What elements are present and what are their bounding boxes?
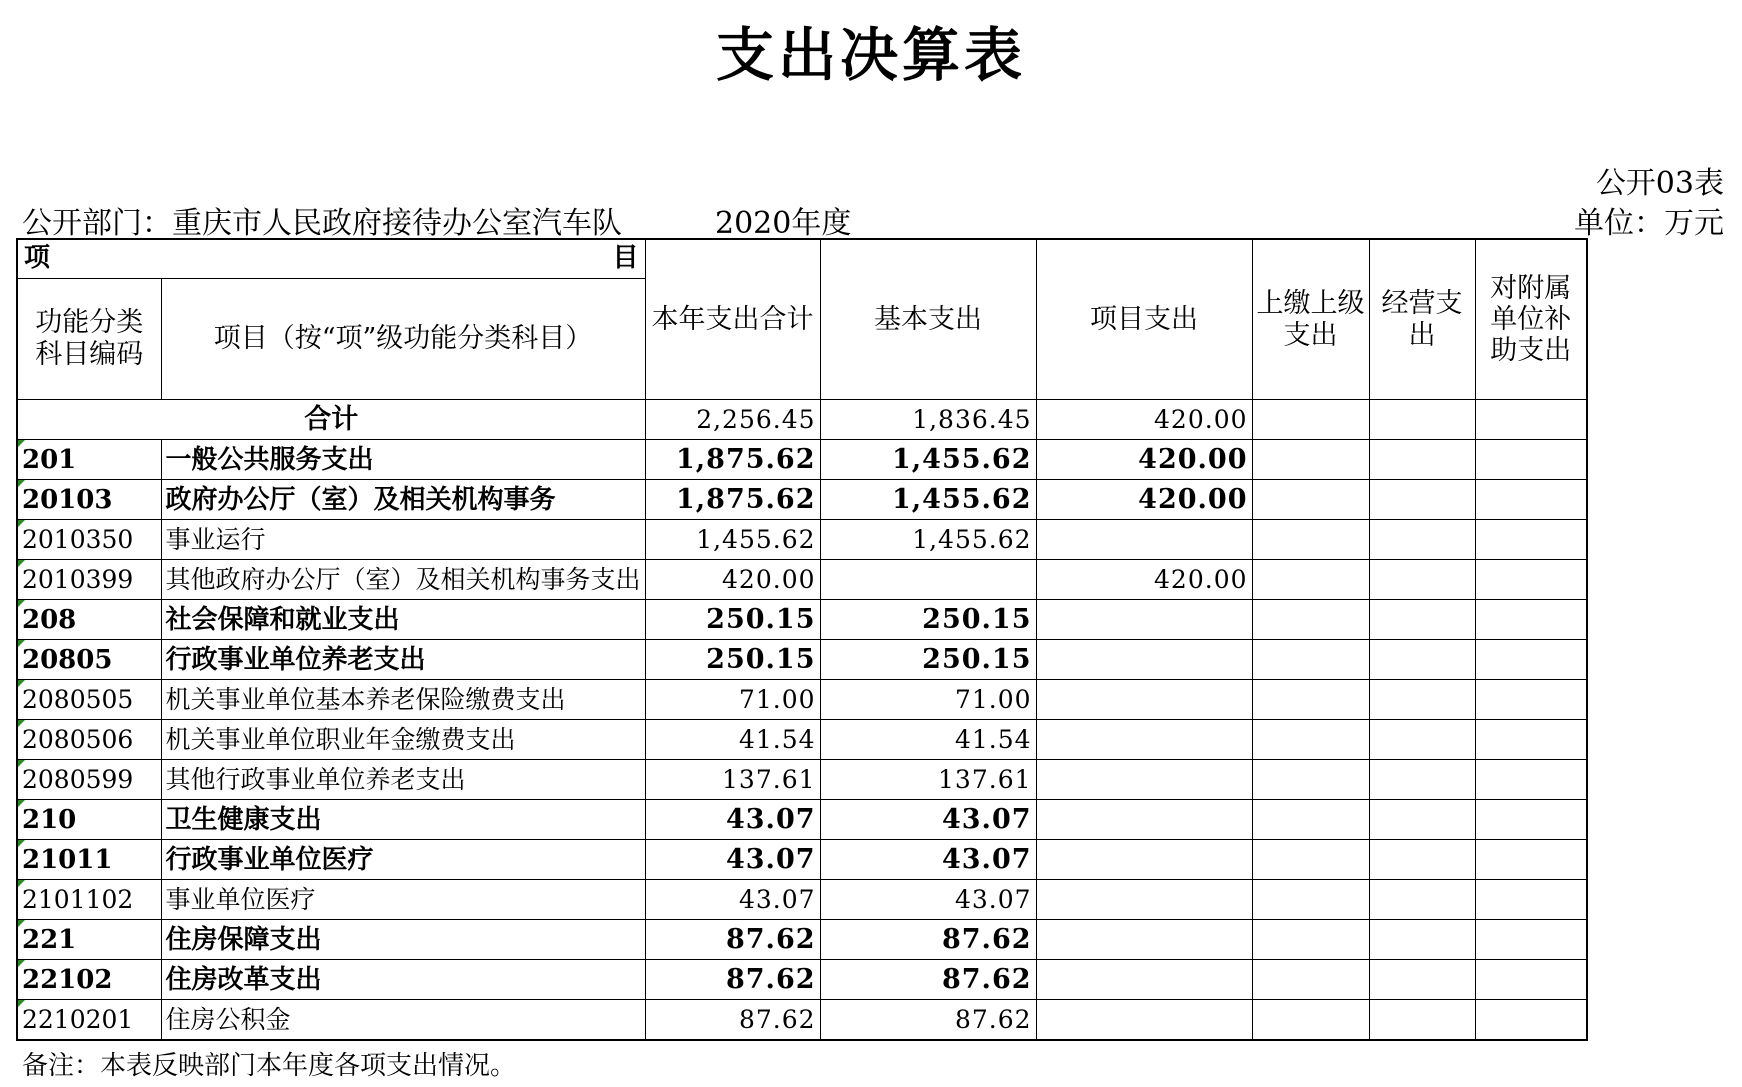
footnote: 备注：本表反映部门本年度各项支出情况。 [22, 1051, 517, 1081]
row-name: 其他行政事业单位养老支出 [161, 760, 645, 800]
row-total: 71.00 [645, 680, 820, 720]
row-basic: 43.07 [820, 800, 1036, 840]
row-project: 420.00 [1036, 560, 1252, 600]
row-project: 420.00 [1036, 440, 1252, 480]
row-business [1369, 800, 1475, 840]
row-business [1369, 560, 1475, 600]
header-basic: 基本支出 [820, 239, 1036, 400]
total-sum: 2,256.45 [645, 400, 820, 440]
row-upper [1252, 560, 1369, 600]
row-subsidy [1475, 720, 1587, 760]
table-row [17, 840, 1587, 880]
row-code: 2101102 [17, 880, 161, 920]
row-upper [1252, 800, 1369, 840]
table-row [17, 880, 1587, 920]
total-project: 420.00 [1036, 400, 1252, 440]
row-project [1036, 520, 1252, 560]
table-row [17, 920, 1587, 960]
row-basic: 87.62 [820, 1000, 1036, 1040]
row-business [1369, 720, 1475, 760]
header-total: 本年支出合计 [645, 239, 820, 400]
row-name: 机关事业单位职业年金缴费支出 [161, 720, 645, 760]
row-project [1036, 600, 1252, 640]
row-total: 250.15 [645, 640, 820, 680]
row-subsidy [1475, 520, 1587, 560]
row-upper [1252, 880, 1369, 920]
header-item [17, 239, 645, 279]
row-upper [1252, 480, 1369, 520]
row-subsidy [1475, 480, 1587, 520]
row-code: 2010399 [17, 560, 161, 600]
row-total: 87.62 [645, 1000, 820, 1040]
header-code: 功能分类科目编码 [17, 279, 161, 400]
table-row [17, 960, 1587, 1000]
row-upper [1252, 840, 1369, 880]
row-basic: 250.15 [820, 640, 1036, 680]
table-row [17, 1000, 1587, 1040]
row-upper [1252, 640, 1369, 680]
row-upper [1252, 920, 1369, 960]
row-code: 20805 [17, 640, 161, 680]
total-label: 合计 [17, 400, 645, 440]
row-business [1369, 600, 1475, 640]
row-basic: 87.62 [820, 960, 1036, 1000]
table-row [17, 440, 1587, 480]
row-total: 43.07 [645, 840, 820, 880]
row-code: 2010350 [17, 520, 161, 560]
row-basic [820, 560, 1036, 600]
total-business [1369, 400, 1475, 440]
row-total: 41.54 [645, 720, 820, 760]
row-project [1036, 680, 1252, 720]
row-project [1036, 920, 1252, 960]
row-basic: 1,455.62 [820, 440, 1036, 480]
row-total: 250.15 [645, 600, 820, 640]
row-basic: 71.00 [820, 680, 1036, 720]
row-code: 22102 [17, 960, 161, 1000]
total-row [17, 400, 1587, 440]
row-code: 21011 [17, 840, 161, 880]
row-business [1369, 480, 1475, 520]
expenditure-table [16, 238, 1588, 1041]
row-basic: 1,455.62 [820, 480, 1036, 520]
row-name: 行政事业单位养老支出 [161, 640, 645, 680]
row-total: 1,455.62 [645, 520, 820, 560]
row-total: 1,875.62 [645, 440, 820, 480]
row-name: 政府办公厅（室）及相关机构事务 [161, 480, 645, 520]
row-code: 2080599 [17, 760, 161, 800]
row-code: 208 [17, 600, 161, 640]
row-subsidy [1475, 920, 1587, 960]
table-row [17, 760, 1587, 800]
row-project: 420.00 [1036, 480, 1252, 520]
row-project [1036, 760, 1252, 800]
header-item-right: 目 [612, 243, 639, 273]
row-business [1369, 920, 1475, 960]
table-row [17, 680, 1587, 720]
row-name: 机关事业单位基本养老保险缴费支出 [161, 680, 645, 720]
row-name: 一般公共服务支出 [161, 440, 645, 480]
row-name: 住房公积金 [161, 1000, 645, 1040]
row-name: 住房保障支出 [161, 920, 645, 960]
row-business [1369, 680, 1475, 720]
row-subsidy [1475, 640, 1587, 680]
row-project [1036, 960, 1252, 1000]
table-row [17, 560, 1587, 600]
table-row [17, 640, 1587, 680]
row-code: 210 [17, 800, 161, 840]
page-title: 支出决算表 [715, 21, 1026, 89]
unit-label: 单位：万元 [1574, 206, 1724, 241]
row-business [1369, 1000, 1475, 1040]
department-label: 公开部门：重庆市人民政府接待办公室汽车队 [22, 206, 622, 241]
row-basic: 137.61 [820, 760, 1036, 800]
row-subsidy [1475, 1000, 1587, 1040]
row-code: 221 [17, 920, 161, 960]
row-upper [1252, 1000, 1369, 1040]
row-business [1369, 640, 1475, 680]
row-total: 43.07 [645, 880, 820, 920]
header-business: 经营支出 [1369, 239, 1475, 400]
table-row [17, 800, 1587, 840]
header-item-left: 项 [24, 243, 51, 273]
row-name: 社会保障和就业支出 [161, 600, 645, 640]
header-project: 项目支出 [1036, 239, 1252, 400]
row-business [1369, 440, 1475, 480]
row-name: 事业单位医疗 [161, 880, 645, 920]
row-subsidy [1475, 840, 1587, 880]
total-subsidy [1475, 400, 1587, 440]
row-business [1369, 960, 1475, 1000]
row-total: 87.62 [645, 960, 820, 1000]
row-project [1036, 1000, 1252, 1040]
table-row [17, 720, 1587, 760]
header-upper: 上缴上级支出 [1252, 239, 1369, 400]
table-row [17, 520, 1587, 560]
row-basic: 250.15 [820, 600, 1036, 640]
row-basic: 41.54 [820, 720, 1036, 760]
row-business [1369, 840, 1475, 880]
row-name: 住房改革支出 [161, 960, 645, 1000]
row-basic: 43.07 [820, 880, 1036, 920]
row-code: 20103 [17, 480, 161, 520]
row-total: 420.00 [645, 560, 820, 600]
row-project [1036, 640, 1252, 680]
row-upper [1252, 520, 1369, 560]
row-subsidy [1475, 600, 1587, 640]
row-upper [1252, 440, 1369, 480]
row-subsidy [1475, 760, 1587, 800]
row-code: 2210201 [17, 1000, 161, 1040]
row-code: 2080505 [17, 680, 161, 720]
row-upper [1252, 720, 1369, 760]
row-basic: 43.07 [820, 840, 1036, 880]
row-total: 87.62 [645, 920, 820, 960]
row-name: 卫生健康支出 [161, 800, 645, 840]
row-project [1036, 800, 1252, 840]
header-name: 项目（按“项”级功能分类科目） [161, 279, 645, 400]
row-subsidy [1475, 440, 1587, 480]
row-upper [1252, 680, 1369, 720]
row-total: 137.61 [645, 760, 820, 800]
fiscal-year: 2020年度 [715, 206, 852, 241]
row-project [1036, 840, 1252, 880]
row-project [1036, 880, 1252, 920]
row-subsidy [1475, 800, 1587, 840]
row-name: 行政事业单位医疗 [161, 840, 645, 880]
row-upper [1252, 760, 1369, 800]
form-number: 公开03表 [1595, 166, 1724, 201]
row-basic: 1,455.62 [820, 520, 1036, 560]
total-upper [1252, 400, 1369, 440]
total-basic: 1,836.45 [820, 400, 1036, 440]
row-business [1369, 520, 1475, 560]
row-subsidy [1475, 880, 1587, 920]
row-name: 事业运行 [161, 520, 645, 560]
row-business [1369, 760, 1475, 800]
row-code: 201 [17, 440, 161, 480]
meta-row [22, 198, 1724, 241]
row-name: 其他政府办公厅（室）及相关机构事务支出 [161, 560, 645, 600]
row-subsidy [1475, 680, 1587, 720]
row-code: 2080506 [17, 720, 161, 760]
header-subsidy: 对附属单位补助支出 [1475, 239, 1587, 400]
row-total: 1,875.62 [645, 480, 820, 520]
row-total: 43.07 [645, 800, 820, 840]
row-business [1369, 880, 1475, 920]
row-basic: 87.62 [820, 920, 1036, 960]
row-subsidy [1475, 560, 1587, 600]
row-upper [1252, 600, 1369, 640]
table-row [17, 480, 1587, 520]
row-project [1036, 720, 1252, 760]
row-upper [1252, 960, 1369, 1000]
table-row [17, 600, 1587, 640]
row-subsidy [1475, 960, 1587, 1000]
